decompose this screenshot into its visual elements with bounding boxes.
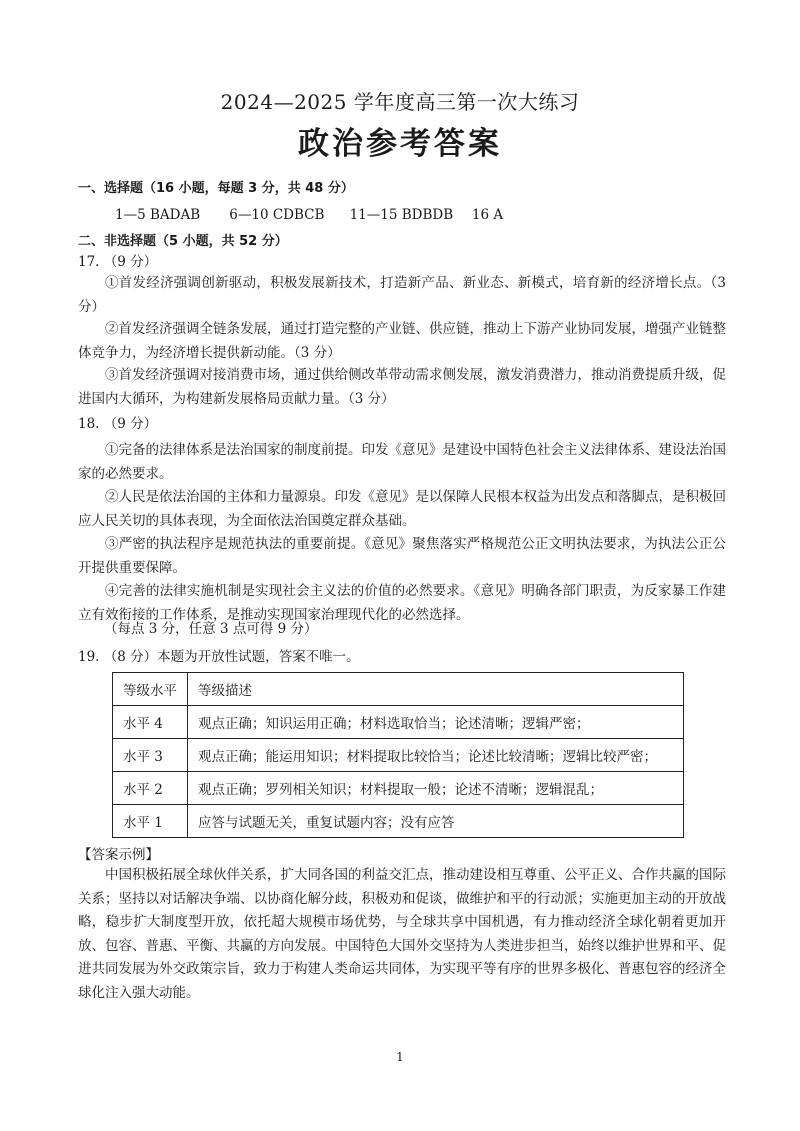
q18-scoring-note: （每点 3 分，任意 3 点可得 9 分）	[104, 621, 318, 637]
page-number: 1	[396, 1050, 404, 1064]
table-row	[113, 706, 684, 739]
description-cell: 应答与试题无关，重复试题内容；没有应答	[188, 805, 684, 838]
description-cell: 观点正确；知识运用正确；材料选取恰当；论述清晰；逻辑严密；	[188, 706, 684, 739]
table-row	[113, 739, 684, 772]
answer-example-label: 【答案示例】	[78, 847, 159, 863]
table-header-row	[113, 673, 684, 706]
q17-point-1: ①首发经济强调创新驱动，积极发展新技术，打造新产品、新业态、新模式，培育新的经济增长点。（3 分）	[78, 275, 726, 315]
q17-point-3: ③首发经济强调对接消费市场，通过供给侧改革带动需求侧发展，激发消费潜力，推动消费提质升级，促进国内大循环，为构建新发展格局贡献力量。（3 分）	[78, 367, 726, 407]
q19-label: 19. （8 分）本题为开放性试题，答案不唯一。	[78, 649, 360, 665]
q17-label: 17. （9 分）	[78, 254, 158, 270]
q18-point-4: ④完善的法律实施机制是实现社会主义法的价值的必然要求。《意见》明确各部门职责，为反家暴工作建立有效衔接的工作体系，是推动实现国家治理现代化的必然选择。	[78, 583, 726, 623]
table-header-description: 等级描述	[188, 673, 684, 706]
q18-label: 18. （9 分）	[78, 416, 158, 432]
q18-point-1: ①完备的法律体系是法治国家的制度前提。印发《意见》是建设中国特色社会主义法律体系、建设法治国家的必然要求。	[78, 442, 726, 482]
q18-point-2: ②人民是依法治国的主体和力量源泉。印发《意见》是以保障人民根本权益为出发点和落脚点，是积极回应人民关切的具体表现，为全面依法治国奠定群众基础。	[78, 489, 726, 529]
choice-answers	[115, 206, 765, 224]
table-row	[113, 772, 684, 805]
level-cell: 水平 2	[113, 772, 188, 805]
section2-heading: 二、非选择题（5 小题，共 52 分）	[78, 234, 288, 249]
answers-16: 16 A	[471, 207, 504, 223]
description-cell: 观点正确；能运用知识；材料提取比较恰当；论述比较清晰；逻辑比较严密；	[188, 739, 684, 772]
answers-11-15: 11—15 BDBDB	[349, 207, 454, 223]
answer-example-text: 中国积极拓展全球伙伴关系，扩大同各国的利益交汇点，推动建设相互尊重、公平正义、合作共赢的国际关系；坚持以对话解决争端、以协商化解分歧，积极劝和促谈，做维护和平的行动派；实施更加主动的开放战略，稳步扩大制度型开放，依托超大规模市场优势，与全球共享中国机遇，有力推动经济全球化朝着更加开放、包容、普惠、平衡、共赢的方向发展。中国特色大国外交坚持为人类进步担当，始终以维护世界和平、促进共同发展为外交政策宗旨，致力于构建人类命运共同体，为实现平等有序的世界多极化、普惠包容的经济全球化注入强大动能。	[78, 867, 726, 1001]
document-title: 政治参考答案	[298, 126, 502, 162]
level-cell: 水平 1	[113, 805, 188, 838]
section1-heading: 一、选择题（16 小题，每题 3 分，共 48 分）	[78, 181, 354, 196]
description-cell: 观点正确；罗列相关知识；材料提取一般；论述不清晰；逻辑混乱；	[188, 772, 684, 805]
grading-levels-table	[112, 672, 684, 838]
q18-point-3: ③严密的执法程序是规范执法的重要前提。《意见》聚焦落实严格规范公正文明执法要求，为执法公正公开提供重要保障。	[78, 536, 726, 576]
level-cell: 水平 4	[113, 706, 188, 739]
exam-title: 2024—2025 学年度高三第一次大练习	[220, 90, 580, 114]
table-header-level: 等级水平	[113, 673, 188, 706]
answers-1-5: 1—5 BADAB	[115, 207, 201, 223]
level-cell: 水平 3	[113, 739, 188, 772]
answers-6-10: 6—10 CDBCB	[229, 207, 325, 223]
table-row	[113, 805, 684, 838]
q17-point-2: ②首发经济强调全链条发展，通过打造完整的产业链、供应链，推动上下游产业协同发展，增强产业链整体竞争力，为经济增长提供新动能。（3 分）	[78, 321, 726, 361]
